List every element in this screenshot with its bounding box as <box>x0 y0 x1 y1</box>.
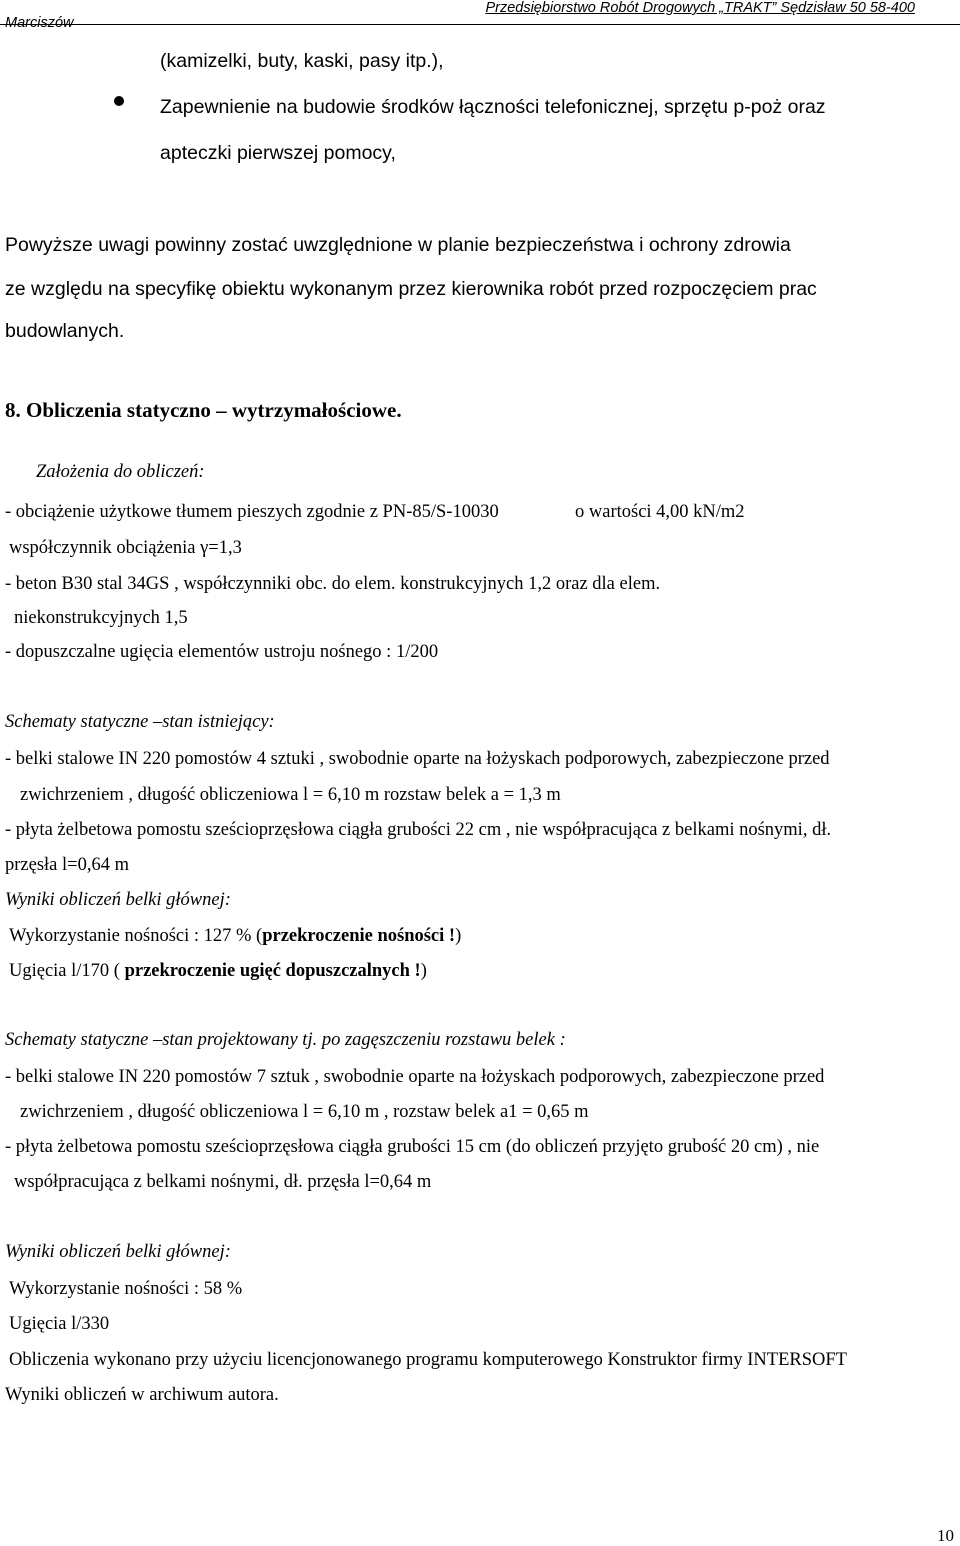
paragraph-line3: budowlanych. <box>5 320 125 342</box>
paragraph-line2: ze względu na specyfikę obiektu wykonanym przez kierownika robót przed rozpoczęciem prac <box>5 278 817 300</box>
existing-result-deflection <box>9 961 427 982</box>
designed-line1: - belki stalowe IN 220 pomostów 7 sztuk , swobodnie oparte na łożyskach podporowych, zabezpieczone przed <box>5 1067 825 1087</box>
designed-line4: współpracująca z belkami nośnymi, dł. przęsła l=0,64 m <box>14 1172 432 1192</box>
assumptions-heading: Założenia do obliczeń: <box>36 462 205 482</box>
page-header <box>0 0 960 31</box>
archive-note: Wyniki obliczeń w archiwum autora. <box>5 1385 279 1405</box>
assumption-line5: - dopuszczalne ugięcia elementów ustroju nośnego : 1/200 <box>5 642 439 662</box>
designed-line2: zwichrzeniem , długość obliczeniowa l = 6,10 m , rozstaw belek a1 = 0,65 m <box>20 1102 589 1122</box>
bullet-icon <box>114 96 124 106</box>
existing-usage-close: ) <box>455 926 462 946</box>
assumption-line4: niekonstrukcyjnych 1,5 <box>14 608 188 628</box>
assumption-line1-value: o wartości 4,00 kN/m2 <box>575 502 745 522</box>
existing-line3: - płyta żelbetowa pomostu sześcioprzęsłowa ciągła grubości 22 cm , nie współpracująca z belkami nośnymi, dł. <box>5 820 832 840</box>
designed-line3: - płyta żelbetowa pomostu sześcioprzęsłowa ciągła grubości 15 cm (do obliczeń przyjęto grubość 20 cm) , nie <box>5 1137 820 1157</box>
header-left-text: Marciszów <box>5 15 74 31</box>
list-continuation: (kamizelki, buty, kaski, pasy itp.), <box>160 50 444 72</box>
designed-heading: Schematy statyczne –stan projektowany tj. po zagęszczeniu rozstawu belek : <box>5 1030 566 1050</box>
designed-results-heading: Wyniki obliczeń belki głównej: <box>5 1242 231 1262</box>
paragraph-line1: Powyższe uwagi powinny zostać uwzględnione w planie bezpieczeństwa i ochrony zdrowia <box>5 234 791 256</box>
assumption-line1: - obciążenie użytkowe tłumem pieszych zgodnie z PN-85/S-10030 <box>5 502 499 522</box>
existing-usage-warning: przekroczenie nośności ! <box>262 926 456 946</box>
assumption-line2: współczynnik obciążenia γ=1,3 <box>9 538 242 558</box>
existing-line1: - belki stalowe IN 220 pomostów 4 sztuki , swobodnie oparte na łożyskach podporowych, zabezpieczone przed <box>5 749 830 769</box>
existing-usage-text: Wykorzystanie nośności : 127 % ( <box>9 926 263 946</box>
header-company-text: Przedsiębiorstwo Robót Drogowych „TRAKT” Sędzisław 50 58-400 <box>485 0 915 16</box>
bullet-item-line1: Zapewnienie na budowie środków łączności telefonicznej, sprzętu p-poż oraz <box>160 96 826 118</box>
existing-result-usage <box>9 926 461 947</box>
existing-heading: Schematy statyczne –stan istniejący: <box>5 712 275 732</box>
section-title: 8. Obliczenia statyczno – wytrzymałościowe. <box>5 398 402 422</box>
page-number: 10 <box>937 1526 954 1545</box>
existing-line4: przęsła l=0,64 m <box>5 855 129 875</box>
designed-result-deflection: Ugięcia l/330 <box>9 1314 110 1334</box>
bullet-item-line2: apteczki pierwszej pomocy, <box>160 142 396 164</box>
designed-result-usage: Wykorzystanie nośności : 58 % <box>9 1279 243 1299</box>
existing-deflection-text: Ugięcia l/170 ( <box>9 961 125 981</box>
assumption-line3: - beton B30 stal 34GS , współczynniki obc. do elem. konstrukcyjnych 1,2 oraz dla elem. <box>5 574 661 594</box>
existing-line2: zwichrzeniem , długość obliczeniowa l = 6,10 m rozstaw belek a = 1,3 m <box>20 785 561 805</box>
existing-deflection-warning: przekroczenie ugięć dopuszczalnych ! <box>124 961 421 981</box>
existing-results-heading: Wyniki obliczeń belki głównej: <box>5 890 231 910</box>
existing-deflection-close: ) <box>420 961 427 981</box>
calculation-note: Obliczenia wykonano przy użyciu licencjonowanego programu komputerowego Konstruktor firmy INTERSOFT <box>9 1350 847 1370</box>
